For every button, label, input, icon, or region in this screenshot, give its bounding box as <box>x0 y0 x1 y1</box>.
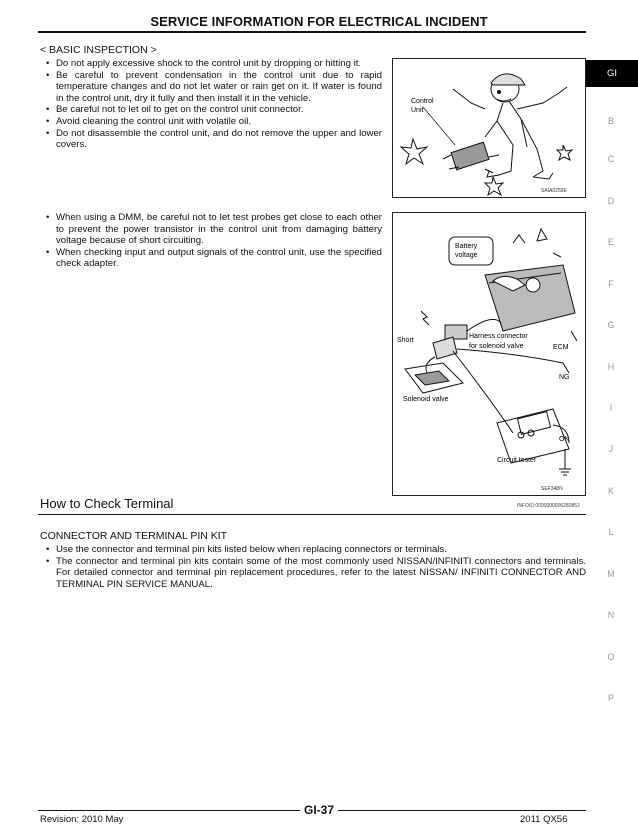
circuit-tester-label: Circuit tester <box>497 457 537 464</box>
harness-label-1: Harness connector <box>469 333 528 340</box>
list-item: • When checking input and output signals of the control unit, use the specified check adapter. <box>46 247 382 270</box>
list-item: • When using a DMM, be careful not to let test probes get close to each other to prevent the power transistor in the control unit from damaging battery voltage because of short circuiting. <box>46 212 382 247</box>
side-tab: E <box>607 237 614 247</box>
list-item: • Avoid cleaning the control unit with volatile oil. <box>46 116 382 128</box>
header-rule <box>38 31 586 33</box>
figure-label-control: Control <box>411 98 434 105</box>
page-title: SERVICE INFORMATION FOR ELECTRICAL INCIDENT <box>150 14 488 29</box>
list-item: • Use the connector and terminal pin kits listed below when replacing connectors or terminals. <box>46 544 586 556</box>
circuit-test-illustration <box>393 213 585 495</box>
side-tab-gi: GI <box>586 60 638 87</box>
side-tab: I <box>609 403 613 413</box>
section-label: < BASIC INSPECTION > <box>40 44 157 56</box>
revision-text: Revision: 2010 May <box>40 814 124 825</box>
side-tab: B <box>607 116 614 126</box>
side-tab: H <box>607 362 615 372</box>
solenoid-label: Solenoid valve <box>403 396 449 403</box>
figure-circuit-test <box>392 212 586 496</box>
harness-label-2: for solenoid valve <box>469 343 524 350</box>
figure-code: SAIA0255E <box>541 188 567 194</box>
voltage-label: voltage <box>455 252 478 259</box>
side-tab: C <box>607 154 615 164</box>
model-text: 2011 QX56 <box>520 814 568 825</box>
short-label: Short <box>397 337 414 344</box>
battery-label: Battery <box>455 243 478 250</box>
section-rule <box>38 514 586 515</box>
list-item: • Be careful not to let oil to get on the control unit connector. <box>46 104 382 116</box>
side-tab: K <box>607 486 614 496</box>
figure-label-unit: Unit <box>411 107 424 114</box>
info-id: INFOID:0000000006280853 <box>517 503 580 509</box>
side-tab: D <box>607 196 615 206</box>
list-item: • The connector and terminal pin kits contain some of the most commonly used NISSAN/INFINITI connectors and terminals. For detailed connector and terminal pin replacement procedures, refer to the latest NISSAN/ INFINITI CONNECTOR AND TERMINAL PIN SERVICE MANUAL. <box>46 556 586 591</box>
subheading: CONNECTOR AND TERMINAL PIN KIT <box>40 530 228 542</box>
list-item: • Do not disassemble the control unit, and do not remove the upper and lower covers. <box>46 128 382 151</box>
side-tab-column <box>586 0 638 826</box>
side-tab: N <box>607 610 615 620</box>
list-item: • Do not apply excessive shock to the control unit by dropping or hitting it. <box>46 58 382 70</box>
list-item: • Be careful to prevent condensation in the control unit due to rapid temperature changes and do not let water or rain get on it. If water is found in the control unit, dry it fully and then install it in the vehicle. <box>46 70 382 105</box>
figure-control-unit <box>392 58 586 198</box>
side-tab: O <box>607 652 615 662</box>
side-tab: P <box>607 693 614 703</box>
figure-code: SEF348N <box>541 486 563 492</box>
page-number: GI-37 <box>300 803 338 817</box>
precautions-list <box>46 58 382 151</box>
ecm-label: ECM <box>553 344 569 351</box>
ok-label: OK <box>559 436 570 443</box>
dmm-precautions-list <box>46 212 382 270</box>
side-tab: G <box>607 320 615 330</box>
side-tab: L <box>608 527 614 537</box>
side-tab: F <box>608 279 614 289</box>
side-tab: M <box>607 569 615 579</box>
ng-label: NG <box>559 374 570 381</box>
side-tab: J <box>608 444 614 454</box>
section-heading: How to Check Terminal <box>40 496 174 511</box>
control-unit-drop-illustration <box>393 59 585 197</box>
terminal-kit-list <box>46 544 586 590</box>
